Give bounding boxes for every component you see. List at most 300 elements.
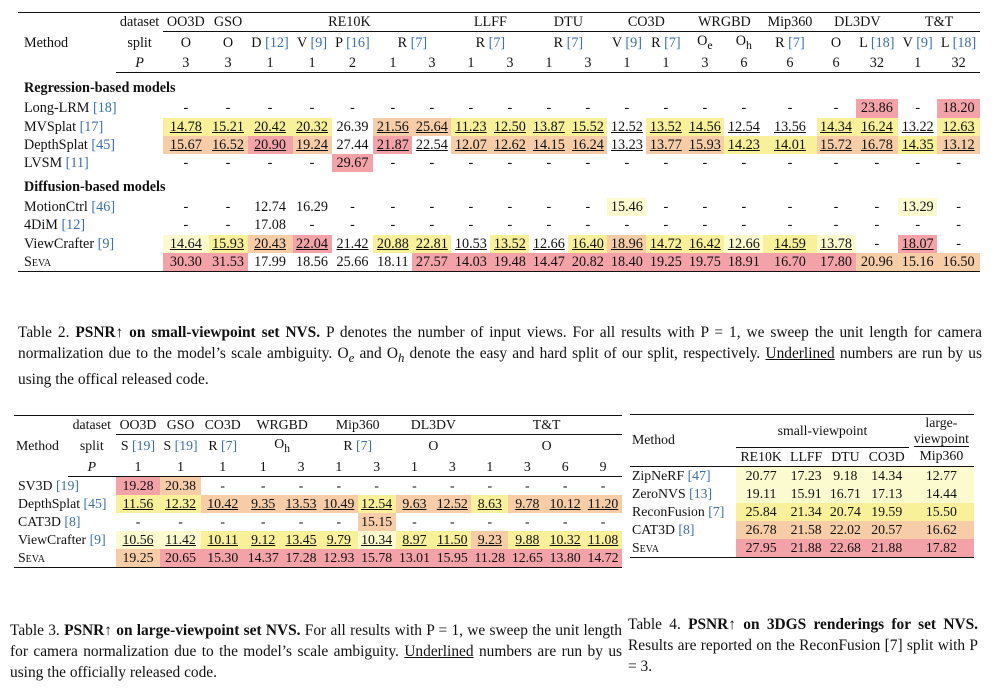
dataset-header-row [14, 416, 622, 435]
value-cell: 21.88 [786, 539, 826, 558]
p-value: 1 [116, 458, 160, 477]
value-cell: - [468, 155, 474, 172]
value-cell: 15.95 [433, 549, 471, 568]
value-cell: 20.77 [736, 466, 786, 485]
value-cell: 18.40 [607, 253, 646, 272]
value-cell: 20.96 [856, 253, 899, 272]
method-name: SV3D [19] [18, 477, 79, 493]
p-value: 1 [160, 458, 201, 477]
value-cell: 13.52 [490, 235, 529, 253]
value-cell: 22.81 [412, 235, 451, 253]
value-cell: 12.77 [909, 466, 974, 485]
p-value: 6 [546, 458, 584, 477]
value-cell: 16.52 [209, 136, 248, 154]
value-cell: - [787, 155, 793, 172]
p-value: 1 [451, 54, 490, 73]
value-cell: 10.11 [201, 531, 244, 549]
split-name: O [222, 35, 234, 52]
value-cell: - [183, 100, 189, 117]
value-cell: 12.66 [532, 235, 565, 252]
value-cell: - [429, 155, 435, 172]
value-cell: 17.80 [817, 253, 856, 272]
value-cell: 16.78 [856, 136, 899, 154]
value-cell: 13.45 [282, 531, 320, 549]
value-cell: - [220, 513, 226, 529]
split-name: L [18] [859, 35, 895, 52]
table-3-body [14, 476, 622, 567]
value-cell: 20.57 [865, 521, 909, 539]
value-cell: - [585, 100, 591, 117]
value-cell: 9.12 [244, 531, 282, 549]
value-cell: - [183, 217, 189, 234]
value-cell: 17.82 [909, 539, 974, 558]
table-row [14, 513, 622, 531]
value-cell: 18.91 [724, 253, 763, 272]
caption-label: Table 3. [10, 622, 60, 639]
split-name: O [830, 35, 842, 52]
value-cell: - [585, 199, 591, 216]
dataset-name: LLFF [451, 13, 529, 32]
value-cell: 17.08 [254, 217, 286, 234]
dataset-name: T&T [471, 416, 622, 435]
value-cell: 25.66 [332, 253, 374, 272]
value-cell: - [702, 155, 708, 172]
value-cell: 20.38 [160, 476, 201, 495]
value-cell: 14.01 [763, 136, 816, 154]
value-cell: 9.79 [320, 531, 358, 549]
value-cell: - [468, 100, 474, 117]
table-3-large-viewpoint [14, 415, 622, 568]
dataset-name: DL3DV [817, 13, 899, 32]
value-cell: 12.62 [490, 136, 529, 154]
value-cell: - [741, 155, 747, 172]
split-name: P [16] [335, 35, 370, 52]
value-cell: - [787, 199, 793, 216]
value-cell: - [225, 217, 231, 234]
method-name: MotionCtrl [46] [24, 199, 116, 216]
value-cell: 19.25 [116, 549, 160, 568]
method-name: Seva [14, 549, 116, 568]
split-name: R [7] [343, 438, 373, 454]
value-cell: - [833, 100, 839, 117]
dataset-name: GSO [209, 13, 248, 32]
value-cell: 13.77 [646, 136, 685, 154]
table-row [18, 154, 980, 172]
table-row [14, 495, 622, 513]
value-cell: - [915, 155, 921, 172]
value-cell: - [336, 513, 342, 529]
value-cell: 27.57 [412, 253, 451, 272]
p-value: 3 [685, 54, 724, 73]
method-name: CAT3D [8] [18, 513, 81, 529]
value-cell: 10.12 [546, 495, 584, 513]
value-cell: - [915, 100, 921, 117]
caption-text: Results are reported on the ReconFusion [7] split with P = 3. [628, 637, 978, 675]
split-name: V [9] [611, 35, 642, 52]
value-cell: - [507, 100, 513, 117]
value-cell: 11.23 [451, 118, 490, 136]
table-4-caption [628, 614, 978, 677]
value-cell: - [183, 155, 189, 172]
table-row [630, 466, 974, 485]
dataset-name: Mip360 [320, 416, 396, 435]
value-cell: 19.24 [293, 136, 332, 154]
value-cell: 18.20 [937, 99, 980, 117]
value-cell: - [429, 100, 435, 117]
value-cell: 29.67 [332, 154, 374, 172]
value-cell: 14.64 [163, 235, 208, 253]
small-viewpoint-header: small-viewpoint [736, 415, 909, 448]
table-2-small-viewpoint [18, 12, 980, 272]
caption-text: numbers are run by us using the officially released code. [10, 643, 623, 681]
value-cell: 14.34 [817, 118, 856, 136]
p-value: 3 [508, 458, 546, 477]
value-cell: 26.39 [336, 118, 369, 135]
value-cell: - [956, 199, 961, 216]
value-cell: 8.63 [471, 495, 508, 513]
value-cell: 14.34 [865, 466, 909, 485]
value-cell: 19.11 [736, 485, 786, 503]
p-value: 1 [201, 458, 244, 477]
value-cell: 14.44 [909, 485, 974, 503]
table-row [18, 136, 980, 154]
split-name: R [7] [397, 35, 428, 52]
caption-text: For all results with P = 1, we sweep the unit length for camera normalization due to the model’s scale ambiguity. [10, 622, 623, 660]
value-cell: 14.72 [584, 549, 622, 568]
method-name: ReconFusion [7] [632, 503, 725, 519]
value-cell: 21.42 [336, 235, 369, 252]
caption-text: P denotes the number of input views. For all results with P = 1, we sweep the unit length for camera normalization due to the model’s scale ambiguity. O [18, 324, 982, 362]
table-row [18, 198, 980, 216]
large-viewpoint-line1: large- [925, 415, 958, 430]
large-viewpoint-line2: viewpoint [913, 431, 969, 446]
section-row [18, 73, 980, 100]
p-value: 1 [529, 54, 568, 73]
section-title: Regression-based models [24, 80, 176, 97]
value-cell: 9.78 [508, 495, 546, 513]
split-name: R [7] [553, 35, 584, 52]
value-cell: 12.93 [320, 549, 358, 568]
value-cell: - [874, 155, 880, 172]
caption-bold: PSNR↑ on large-viewpoint set NVS. [64, 622, 301, 639]
dataset-label: dataset [68, 416, 116, 435]
dataset-name: OO3D [116, 416, 160, 435]
table-row [14, 549, 622, 568]
value-cell: - [546, 199, 552, 216]
value-cell: 16.50 [937, 253, 980, 272]
value-cell: - [956, 235, 961, 252]
p-value: 6 [724, 54, 763, 73]
p-value: 1 [320, 458, 358, 477]
value-cell: - [350, 217, 355, 234]
split-name: O [428, 438, 439, 454]
p-value: 1 [373, 54, 412, 73]
method-header: Method [18, 13, 116, 73]
value-cell: - [915, 217, 921, 234]
split-name: V [9] [296, 35, 328, 52]
split-name: $O_h$ [274, 436, 290, 455]
p-header-row [18, 54, 980, 73]
value-cell: 20.88 [373, 235, 412, 253]
value-cell: - [525, 513, 530, 529]
value-cell: 13.22 [901, 118, 934, 135]
value-cell: 20.74 [826, 503, 865, 521]
value-cell: 13.52 [646, 118, 685, 136]
method-header: Method [630, 415, 736, 467]
value-cell: 21.87 [373, 136, 412, 154]
value-cell: - [663, 155, 669, 172]
value-cell: 16.40 [568, 235, 607, 253]
value-cell: 30.30 [163, 253, 208, 272]
value-cell: 16.62 [909, 521, 974, 539]
value-cell: - [562, 513, 568, 529]
value-cell: 20.82 [568, 253, 607, 272]
method-name: 4DiM [12] [24, 217, 86, 234]
value-cell: - [487, 477, 493, 493]
value-cell: - [585, 155, 591, 172]
p-value: 6 [817, 54, 856, 73]
value-cell: 12.52 [433, 495, 471, 513]
value-cell: 15.67 [163, 136, 208, 154]
value-cell: 16.29 [296, 199, 328, 216]
table-row [630, 503, 974, 521]
value-cell: 15.30 [201, 549, 244, 568]
value-cell: - [525, 477, 530, 493]
value-cell: 12.74 [254, 199, 286, 216]
value-cell: 14.03 [451, 253, 490, 272]
value-cell: - [298, 477, 304, 493]
split-header-row [18, 32, 980, 55]
value-cell: 12.32 [160, 495, 201, 513]
value-cell: - [546, 155, 552, 172]
value-cell: - [178, 513, 183, 529]
value-cell: 15.15 [358, 513, 396, 531]
split-name: O [541, 438, 552, 454]
value-cell: - [741, 199, 747, 216]
table-row [18, 118, 980, 136]
section-title: Diffusion-based models [24, 179, 166, 196]
value-cell: - [787, 217, 793, 234]
split-label: split [127, 34, 152, 51]
value-cell: 13.80 [546, 549, 584, 568]
caption-label: Table 2. [18, 324, 70, 341]
value-cell: - [449, 477, 455, 493]
value-cell: - [267, 155, 273, 172]
value-cell: 22.02 [826, 521, 865, 539]
value-cell: 10.56 [116, 531, 160, 549]
value-cell: 10.49 [320, 495, 358, 513]
value-cell: - [183, 199, 189, 216]
value-cell: - [220, 477, 226, 493]
value-cell: 17.99 [248, 253, 293, 272]
split-name: D [12] [251, 35, 289, 52]
value-cell: 13.29 [898, 198, 937, 216]
method-name: MVSplat [17] [24, 118, 104, 135]
value-cell: - [390, 199, 396, 216]
value-cell: - [600, 477, 606, 493]
p-value: 3 [358, 458, 396, 477]
table-row [630, 521, 974, 539]
p-value: 3 [209, 54, 248, 73]
caption-text: and O [354, 345, 398, 362]
value-cell: 17.28 [282, 549, 320, 568]
value-cell: - [833, 199, 839, 216]
dataset-name: WRGBD [244, 416, 320, 435]
method-name: Seva [630, 539, 736, 558]
value-cell: 14.37 [244, 549, 282, 568]
value-cell: - [429, 199, 435, 216]
value-cell: - [374, 477, 379, 493]
value-cell: 13.56 [773, 118, 806, 135]
split-name: L [18] [940, 35, 977, 52]
value-cell: - [833, 217, 839, 234]
method-name: Seva [18, 253, 163, 272]
split-label: split [79, 438, 104, 454]
value-cell: 16.24 [568, 136, 607, 154]
split-header-row [14, 435, 622, 458]
value-cell: 12.50 [490, 118, 529, 136]
value-cell: 12.54 [727, 118, 760, 135]
value-cell: 14.78 [163, 118, 208, 136]
value-cell: - [874, 235, 880, 252]
value-cell: 21.88 [865, 539, 909, 558]
value-cell: - [449, 513, 455, 529]
p-value: 3 [490, 54, 529, 73]
value-cell: 11.08 [584, 531, 622, 549]
value-cell: 14.56 [685, 118, 724, 136]
value-cell: - [390, 100, 396, 117]
p-value: 1 [471, 458, 508, 477]
value-cell: 21.58 [786, 521, 826, 539]
value-cell: 19.48 [490, 253, 529, 272]
value-cell: 20.43 [248, 235, 293, 253]
value-cell: - [624, 155, 630, 172]
value-cell: 13.12 [937, 136, 980, 154]
split-name: R [7] [475, 35, 506, 52]
value-cell: 13.01 [396, 549, 434, 568]
value-cell: - [624, 217, 630, 234]
table-row [14, 531, 622, 549]
value-cell: - [663, 217, 669, 234]
p-value: 1 [607, 54, 646, 73]
value-cell: 19.59 [865, 503, 909, 521]
large-viewpoint-header [909, 415, 974, 448]
dataset-name: CO3D [201, 416, 244, 435]
split-name: V [9] [902, 35, 933, 52]
value-cell: - [350, 100, 355, 117]
value-cell: 16.24 [856, 118, 899, 136]
value-cell: - [429, 217, 435, 234]
p-value: 1 [898, 54, 937, 73]
method-name: Long-LRM [18] [24, 100, 117, 117]
value-cell: 12.52 [610, 118, 643, 135]
column-name: RE10K [736, 447, 786, 466]
value-cell: 14.72 [646, 235, 685, 253]
split-name: R [7] [651, 35, 681, 52]
p-value: 3 [163, 54, 208, 73]
p-value: 3 [568, 54, 607, 73]
p-value: 6 [763, 54, 816, 73]
value-cell: 19.75 [685, 253, 724, 272]
value-cell: 22.04 [293, 235, 332, 253]
value-cell: 11.20 [584, 495, 622, 513]
value-cell: 15.46 [607, 198, 646, 216]
p-value: 1 [646, 54, 685, 73]
value-cell: 31.53 [209, 253, 248, 272]
value-cell: - [507, 217, 513, 234]
p-value: 1 [248, 54, 293, 73]
value-cell: 20.65 [160, 549, 201, 568]
value-cell: 19.25 [646, 253, 685, 272]
dataset-name: CO3D [607, 13, 685, 32]
value-cell: 15.78 [358, 549, 396, 568]
value-cell: - [225, 155, 231, 172]
split-name: R [7] [775, 35, 805, 52]
value-cell: - [546, 217, 552, 234]
value-cell: - [874, 217, 880, 234]
value-cell: 12.66 [724, 235, 763, 253]
value-cell: - [468, 199, 474, 216]
value-cell: - [225, 100, 231, 117]
value-cell: 12.65 [508, 549, 546, 568]
caption-text: denote the easy and hard split of our split, respectively. [404, 345, 761, 362]
dataset-name: DTU [529, 13, 607, 32]
value-cell: - [298, 513, 304, 529]
value-cell: 10.53 [454, 235, 487, 252]
value-cell: 9.18 [826, 466, 865, 485]
value-cell: 16.71 [826, 485, 865, 503]
table-2-caption: Table 2. PSNR↑ on small-viewpoint set NVS. P denotes the number of input views. For all results with P = 1, we sweep the unit length for camera normalization due to the model’s scale ambiguity. $O_e$ and $O_h$ denote the easy and hard split of our split, respectively. Underlined numbers are run by us using the offical released code. [18, 324, 982, 389]
p-label: P [68, 458, 116, 477]
value-cell: 14.59 [763, 235, 816, 253]
value-cell: 9.63 [396, 495, 434, 513]
value-cell: 19.28 [116, 476, 160, 495]
value-cell: 14.23 [724, 136, 763, 154]
value-cell: - [874, 199, 880, 216]
value-cell: - [546, 100, 552, 117]
value-cell: 17.13 [865, 485, 909, 503]
value-cell: - [468, 217, 474, 234]
value-cell: - [624, 100, 630, 117]
value-cell: 10.42 [201, 495, 244, 513]
dataset-name: Mip360 [763, 13, 816, 32]
value-cell: 16.70 [763, 253, 816, 272]
value-cell: 12.54 [358, 495, 396, 513]
value-cell: 15.16 [898, 253, 937, 272]
value-cell: - [390, 155, 396, 172]
value-cell: 21.56 [373, 118, 412, 136]
value-cell: 13.23 [610, 136, 643, 153]
value-cell: 17.23 [786, 466, 826, 485]
method-name: ZipNeRF [47] [632, 467, 711, 483]
table-row [18, 253, 980, 272]
p-value: 3 [433, 458, 471, 477]
value-cell: 13.87 [529, 118, 568, 136]
value-cell: 15.72 [817, 136, 856, 154]
value-cell: 15.93 [209, 235, 248, 253]
split-name: $O_e$ [697, 33, 713, 53]
value-cell: 20.32 [293, 118, 332, 136]
value-cell: 26.78 [736, 521, 786, 539]
value-cell: - [702, 199, 708, 216]
value-cell: - [702, 100, 708, 117]
value-cell: - [507, 199, 513, 216]
method-name: ViewCrafter [9] [18, 531, 106, 547]
value-cell: 14.35 [898, 136, 937, 154]
value-cell: 15.93 [685, 136, 724, 154]
value-cell: - [336, 477, 342, 493]
method-name: CAT3D [8] [632, 521, 695, 537]
